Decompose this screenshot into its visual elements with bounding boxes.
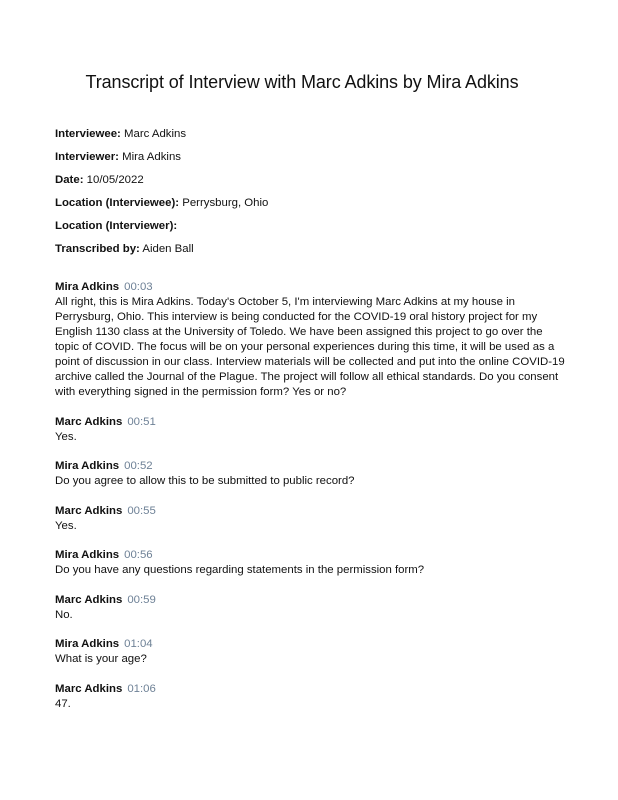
transcript-turn (55, 593, 565, 623)
interview-metadata (55, 127, 268, 265)
speaker-name: Mira Adkins (55, 549, 120, 561)
meta-value: Aiden Ball (142, 243, 194, 255)
timestamp: 01:06 (127, 682, 156, 695)
meta-label: Location (Interviewee): (55, 197, 180, 209)
meta-interviewer (55, 150, 268, 173)
transcript-turn (55, 682, 565, 712)
meta-value: 10/05/2022 (86, 174, 144, 186)
utterance: No. (55, 608, 73, 621)
timestamp: 00:51 (127, 415, 156, 428)
timestamp: 01:04 (124, 638, 153, 650)
utterance: Do you agree to allow this to be submitted to public record? (55, 475, 355, 487)
meta-location-interviewer (55, 219, 268, 242)
timestamp: 00:56 (124, 549, 153, 561)
transcript (55, 280, 565, 726)
meta-value: Marc Adkins (124, 128, 187, 140)
meta-label: Transcribed by: (55, 243, 140, 255)
meta-location-interviewee (55, 196, 268, 219)
transcript-turn (55, 415, 565, 445)
speaker-name: Mira Adkins (55, 638, 120, 650)
speaker-name: Marc Adkins (55, 415, 123, 428)
utterance: Do you have any questions regarding statements in the permission form? (55, 564, 425, 576)
transcript-turn (55, 504, 565, 534)
meta-transcribed-by (55, 242, 268, 265)
meta-interviewee (55, 127, 268, 150)
page-title: Transcript of Interview with Marc Adkins by Mira Adkins (85, 72, 519, 92)
utterance: Yes. (55, 430, 77, 443)
utterance: Yes. (55, 519, 77, 532)
transcript-turn (55, 548, 565, 578)
timestamp: 00:52 (124, 460, 153, 472)
meta-label: Interviewer: (55, 151, 119, 163)
utterance: What is your age? (55, 653, 147, 665)
speaker-name: Marc Adkins (55, 593, 123, 606)
meta-label: Location (Interviewer): (55, 220, 178, 232)
transcript-turn (55, 459, 565, 489)
utterance: All right, this is Mira Adkins. Today's October 5, I'm interviewing Marc Adkins at my house in Perrysburg, Ohio. This interview is being conducted for the COVID-19 oral history project for my English 1130 class at the University of Toledo. We have been assigned this project to go over the topic of COVID. The focus will be on your personal experiences during this time, it will be used as a point of discussion in our class. Interview materials will be collected and put into the online COVID-19 archive called the Journal of the Plague. The project will follow all ethical standards. Do you consent with everything signed in the permission form? Yes or no? (55, 296, 565, 398)
speaker-name: Mira Adkins (55, 460, 120, 472)
speaker-name: Marc Adkins (55, 504, 123, 517)
speaker-name: Marc Adkins (55, 682, 123, 695)
meta-label: Date: (55, 174, 84, 186)
meta-value: Mira Adkins (122, 151, 181, 163)
transcript-turn (55, 637, 565, 667)
meta-date (55, 173, 268, 196)
utterance: 47. (55, 697, 71, 710)
meta-value: Perrysburg, Ohio (182, 197, 269, 209)
timestamp: 00:59 (127, 593, 156, 606)
meta-label: Interviewee: (55, 128, 121, 140)
timestamp: 00:55 (127, 504, 156, 517)
transcript-turn (55, 280, 565, 400)
timestamp: 00:03 (124, 281, 153, 293)
speaker-name: Mira Adkins (55, 281, 120, 293)
